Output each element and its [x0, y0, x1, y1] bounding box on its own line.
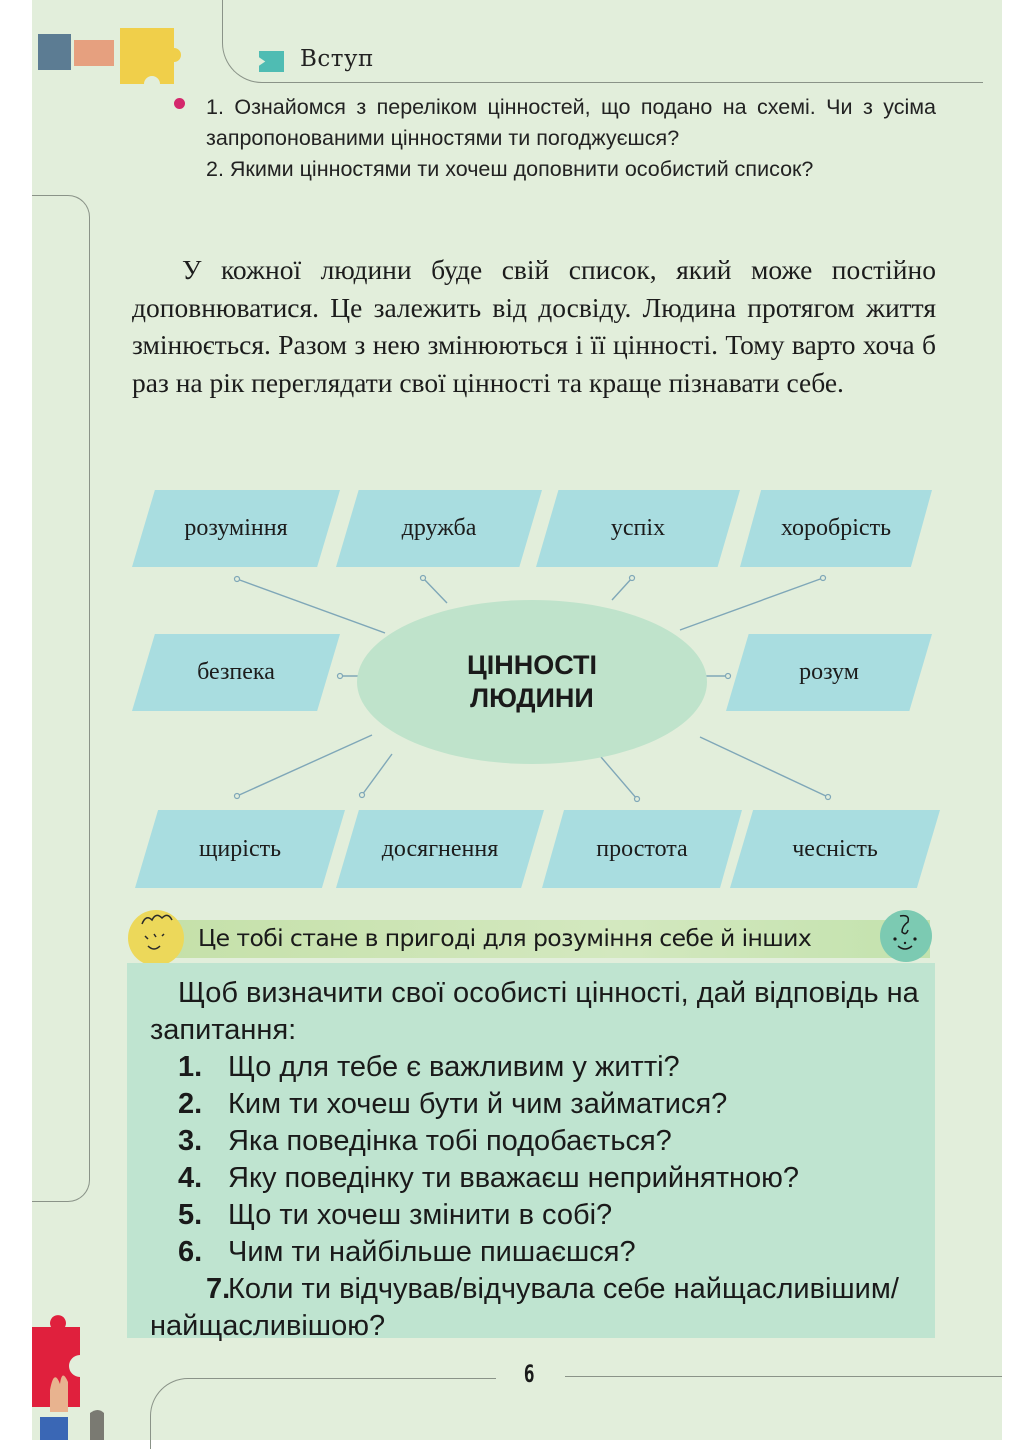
question-number: 5.: [178, 1199, 203, 1231]
value-box-friendship: [336, 490, 542, 567]
value-label: досягнення: [381, 835, 499, 862]
value-label: безпека: [197, 659, 275, 685]
tip-question-1: [150, 1049, 920, 1086]
tip-intro: Щоб визначити свої особисті цінності, дай відповідь на запитання:: [150, 977, 919, 1046]
value-box-safety: [132, 634, 340, 711]
tip-question-2: [150, 1086, 920, 1123]
value-label: хоробрість: [780, 515, 892, 541]
question-number: 6.: [178, 1236, 203, 1268]
smiley-face-yellow-icon: [128, 910, 184, 966]
value-label: розуміння: [184, 515, 288, 541]
center-title-line1: ЦІННОСТІ: [466, 650, 598, 680]
question-text: Коли ти відчував/відчувала себе найщасливішим/найщасливішою?: [150, 1273, 899, 1342]
question-number: 1.: [178, 1051, 203, 1083]
face-doodle: [128, 910, 184, 966]
smiley-face-teal-icon: [880, 910, 932, 962]
tip-question-5: [150, 1197, 920, 1234]
red-puzzle-hand-illustration: [32, 1305, 132, 1440]
question-text: Яка поведінка тобі подобається?: [228, 1125, 672, 1157]
page-number: 6: [523, 1360, 535, 1388]
value-box-simplicity: [542, 810, 742, 888]
face-doodle: [880, 910, 932, 962]
value-label: чесність: [792, 835, 878, 862]
value-box-achievement: [336, 810, 544, 888]
question-number: 3.: [178, 1125, 203, 1157]
tip-question-4: [150, 1160, 920, 1197]
tip-question-7: [150, 1271, 920, 1345]
question-1: 1. Ознайомся з переліком цінностей, що подано на схемі. Чи з усіма запропонованими цінностями ти погоджуєшся?: [206, 95, 936, 150]
question-2: 2. Якими цінностями ти хочеш доповнити особистий список?: [206, 157, 814, 181]
section-title: Вступ: [300, 46, 374, 72]
footer-rule-left: [150, 1378, 496, 1449]
value-label: розум: [799, 659, 859, 685]
paragraph-text: У кожної людини буде свій список, який може постійно доповнюватися. Це залежить від досвіду. Людина протягом життя змінюється. Разом з нею змінюються і її цінності. Тому варто хоча б раз на рік переглядати свої цінності та краще пізнавати себе.: [132, 254, 936, 398]
value-box-sincerity: [135, 810, 345, 888]
tip-question-3: [150, 1123, 920, 1160]
value-box-honesty: [730, 810, 940, 888]
value-label: простота: [596, 835, 688, 862]
question-text: Що ти хочеш змінити в собі?: [228, 1199, 613, 1231]
value-label: щирість: [198, 835, 282, 862]
value-label: успіх: [610, 515, 666, 541]
footer-rule-right: [565, 1376, 1002, 1377]
question-text: Чим ти найбільше пишаєшся?: [228, 1236, 636, 1268]
tip-question-6: [150, 1234, 920, 1271]
value-label: дружба: [401, 515, 477, 541]
question-number: 7.: [206, 1273, 231, 1305]
tip-content: [150, 975, 920, 1345]
question-text: Що для тебе є важливим у житті?: [228, 1051, 680, 1083]
value-box-understanding: [132, 490, 340, 567]
question-number: 2.: [178, 1088, 203, 1120]
value-box-mind: [726, 634, 932, 711]
center-title-line2: ЛЮДИНИ: [470, 683, 594, 713]
question-text: Яку поведінку ти вважаєш неприйнятною?: [228, 1162, 800, 1194]
tip-banner-title: Це тобі стане в пригоді для розуміння себе й інших: [198, 924, 812, 952]
question-text: Ким ти хочеш бути й чим займатися?: [228, 1088, 728, 1120]
value-box-success: [536, 490, 740, 567]
center-ellipse: [357, 600, 707, 764]
question-number: 4.: [178, 1162, 203, 1194]
value-box-courage: [740, 490, 932, 567]
